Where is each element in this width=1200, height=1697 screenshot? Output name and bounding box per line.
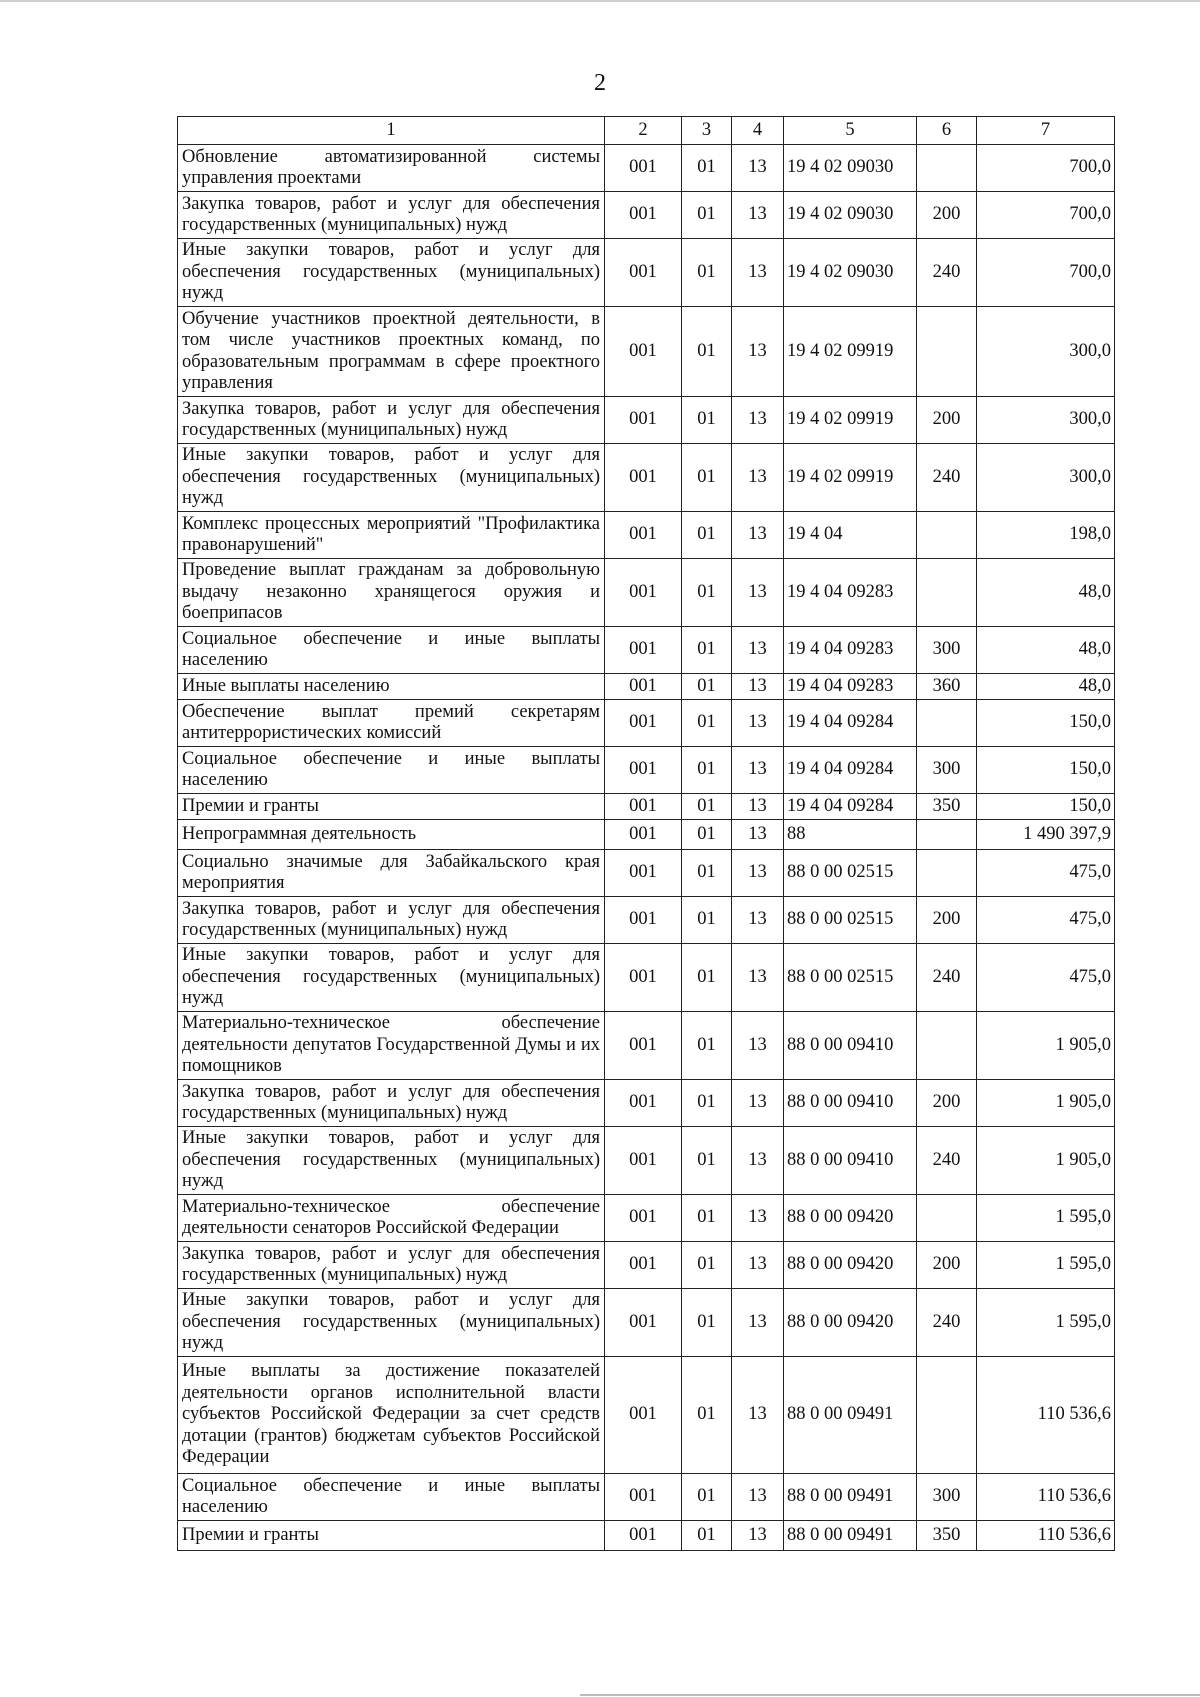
row-target-article-cell: 88 xyxy=(784,820,917,850)
row-admin-code-cell: 001 xyxy=(605,1357,682,1474)
row-expense-type-cell: 350 xyxy=(917,1521,977,1551)
row-target-article-cell: 19 4 02 09919 xyxy=(784,307,917,397)
row-subsection-code-cell: 13 xyxy=(732,559,784,627)
row-subsection-code-cell: 13 xyxy=(732,897,784,944)
row-target-article-cell: 19 4 04 09284 xyxy=(784,747,917,794)
row-expense-type-cell xyxy=(917,512,977,559)
row-target-article-cell: 88 0 00 09420 xyxy=(784,1195,917,1242)
table-row xyxy=(178,444,1115,512)
row-target-article-cell: 88 0 00 09491 xyxy=(784,1474,917,1521)
row-target-article-cell: 88 0 00 02515 xyxy=(784,944,917,1012)
row-target-article-cell: 88 0 00 09410 xyxy=(784,1127,917,1195)
row-expense-type-cell xyxy=(917,820,977,850)
table-row xyxy=(178,1474,1115,1521)
row-admin-code-cell: 001 xyxy=(605,1195,682,1242)
row-name-cell: Социально значимые для Забайкальского края мероприятия xyxy=(178,850,605,897)
row-name-cell: Закупка товаров, работ и услуг для обеспечения государственных (муниципальных) нужд xyxy=(178,897,605,944)
row-section-code-cell: 01 xyxy=(682,512,732,559)
table-row xyxy=(178,1195,1115,1242)
row-amount-cell: 110 536,6 xyxy=(977,1357,1115,1474)
row-name-cell: Иные закупки товаров, работ и услуг для обеспечения государственных (муниципальных) нужд xyxy=(178,444,605,512)
row-amount-cell: 300,0 xyxy=(977,397,1115,444)
row-admin-code-cell: 001 xyxy=(605,627,682,674)
row-subsection-code-cell: 13 xyxy=(732,1242,784,1289)
scan-top-edge xyxy=(0,0,1200,2)
row-name-cell: Обновление автоматизированной системы управления проектами xyxy=(178,145,605,192)
row-target-article-cell: 88 0 00 09420 xyxy=(784,1242,917,1289)
row-subsection-code-cell: 13 xyxy=(732,1357,784,1474)
row-expense-type-cell: 200 xyxy=(917,397,977,444)
row-admin-code-cell: 001 xyxy=(605,674,682,700)
row-expense-type-cell: 200 xyxy=(917,192,977,239)
row-expense-type-cell xyxy=(917,307,977,397)
row-amount-cell: 1 595,0 xyxy=(977,1242,1115,1289)
row-amount-cell: 300,0 xyxy=(977,444,1115,512)
row-admin-code-cell: 001 xyxy=(605,512,682,559)
row-name-cell: Обучение участников проектной деятельности, в том числе участников проектных команд, по образовательным программам в сфере проектного управления xyxy=(178,307,605,397)
row-name-cell: Иные выплаты населению xyxy=(178,674,605,700)
row-section-code-cell: 01 xyxy=(682,1289,732,1357)
row-amount-cell: 150,0 xyxy=(977,794,1115,820)
row-admin-code-cell: 001 xyxy=(605,444,682,512)
row-expense-type-cell: 240 xyxy=(917,239,977,307)
row-name-cell: Иные закупки товаров, работ и услуг для обеспечения государственных (муниципальных) нужд xyxy=(178,944,605,1012)
row-section-code-cell: 01 xyxy=(682,559,732,627)
table-row xyxy=(178,700,1115,747)
row-name-cell: Обеспечение выплат премий секретарям антитеррористических комиссий xyxy=(178,700,605,747)
row-name-cell: Премии и гранты xyxy=(178,1521,605,1551)
table-row xyxy=(178,192,1115,239)
table-row xyxy=(178,794,1115,820)
row-admin-code-cell: 001 xyxy=(605,897,682,944)
row-name-cell: Проведение выплат гражданам за добровольную выдачу незаконно хранящегося оружия и боеприпасов xyxy=(178,559,605,627)
row-section-code-cell: 01 xyxy=(682,444,732,512)
row-name-cell: Социальное обеспечение и иные выплаты населению xyxy=(178,747,605,794)
row-subsection-code-cell: 13 xyxy=(732,512,784,559)
row-expense-type-cell: 200 xyxy=(917,897,977,944)
row-amount-cell: 1 905,0 xyxy=(977,1012,1115,1080)
row-amount-cell: 1 905,0 xyxy=(977,1080,1115,1127)
row-target-article-cell: 88 0 00 09491 xyxy=(784,1521,917,1551)
table-row xyxy=(178,145,1115,192)
row-target-article-cell: 88 0 00 09410 xyxy=(784,1080,917,1127)
row-admin-code-cell: 001 xyxy=(605,559,682,627)
row-admin-code-cell: 001 xyxy=(605,192,682,239)
row-amount-cell: 110 536,6 xyxy=(977,1521,1115,1551)
row-subsection-code-cell: 13 xyxy=(732,1127,784,1195)
row-name-cell: Материально-техническое обеспечение деятельности сенаторов Российской Федерации xyxy=(178,1195,605,1242)
page-number: 2 xyxy=(594,70,606,96)
row-target-article-cell: 88 0 00 09491 xyxy=(784,1357,917,1474)
header-cell: 2 xyxy=(605,117,682,145)
table-row xyxy=(178,1521,1115,1551)
row-expense-type-cell xyxy=(917,145,977,192)
row-section-code-cell: 01 xyxy=(682,700,732,747)
row-subsection-code-cell: 13 xyxy=(732,1474,784,1521)
row-section-code-cell: 01 xyxy=(682,1474,732,1521)
row-admin-code-cell: 001 xyxy=(605,850,682,897)
row-admin-code-cell: 001 xyxy=(605,700,682,747)
row-name-cell: Иные закупки товаров, работ и услуг для обеспечения государственных (муниципальных) нужд xyxy=(178,1289,605,1357)
row-amount-cell: 150,0 xyxy=(977,700,1115,747)
row-expense-type-cell: 200 xyxy=(917,1080,977,1127)
row-section-code-cell: 01 xyxy=(682,747,732,794)
row-amount-cell: 475,0 xyxy=(977,944,1115,1012)
row-admin-code-cell: 001 xyxy=(605,1242,682,1289)
row-expense-type-cell xyxy=(917,1012,977,1080)
row-subsection-code-cell: 13 xyxy=(732,145,784,192)
row-name-cell: Закупка товаров, работ и услуг для обеспечения государственных (муниципальных) нужд xyxy=(178,1242,605,1289)
budget-table xyxy=(177,116,1115,1551)
table-row xyxy=(178,820,1115,850)
row-subsection-code-cell: 13 xyxy=(732,307,784,397)
row-section-code-cell: 01 xyxy=(682,1242,732,1289)
row-target-article-cell: 19 4 02 09919 xyxy=(784,444,917,512)
row-admin-code-cell: 001 xyxy=(605,397,682,444)
row-expense-type-cell: 240 xyxy=(917,444,977,512)
table-body xyxy=(178,145,1115,1551)
row-target-article-cell: 19 4 02 09030 xyxy=(784,145,917,192)
row-admin-code-cell: 001 xyxy=(605,794,682,820)
row-target-article-cell: 19 4 04 09284 xyxy=(784,794,917,820)
row-target-article-cell: 19 4 02 09030 xyxy=(784,239,917,307)
row-name-cell: Иные выплаты за достижение показателей деятельности органов исполнительной власти субъектов Российской Федерации за счет средств дотации (грантов) бюджетам субъектов Российской Федерации xyxy=(178,1357,605,1474)
row-amount-cell: 48,0 xyxy=(977,674,1115,700)
row-admin-code-cell: 001 xyxy=(605,1521,682,1551)
table-row xyxy=(178,674,1115,700)
table-row xyxy=(178,1357,1115,1474)
row-amount-cell: 48,0 xyxy=(977,559,1115,627)
row-name-cell: Материально-техническое обеспечение деятельности депутатов Государственной Думы и их помощников xyxy=(178,1012,605,1080)
row-expense-type-cell: 240 xyxy=(917,1127,977,1195)
header-cell: 5 xyxy=(784,117,917,145)
row-subsection-code-cell: 13 xyxy=(732,1521,784,1551)
row-subsection-code-cell: 13 xyxy=(732,444,784,512)
row-admin-code-cell: 001 xyxy=(605,239,682,307)
table-row xyxy=(178,747,1115,794)
header-cell: 6 xyxy=(917,117,977,145)
row-section-code-cell: 01 xyxy=(682,192,732,239)
row-section-code-cell: 01 xyxy=(682,1195,732,1242)
row-subsection-code-cell: 13 xyxy=(732,239,784,307)
row-admin-code-cell: 001 xyxy=(605,1474,682,1521)
row-section-code-cell: 01 xyxy=(682,850,732,897)
row-section-code-cell: 01 xyxy=(682,1012,732,1080)
row-name-cell: Иные закупки товаров, работ и услуг для обеспечения государственных (муниципальных) нужд xyxy=(178,239,605,307)
row-expense-type-cell: 200 xyxy=(917,1242,977,1289)
row-subsection-code-cell: 13 xyxy=(732,747,784,794)
row-admin-code-cell: 001 xyxy=(605,145,682,192)
row-subsection-code-cell: 13 xyxy=(732,1012,784,1080)
row-expense-type-cell xyxy=(917,850,977,897)
row-amount-cell: 1 595,0 xyxy=(977,1289,1115,1357)
row-name-cell: Непрограммная деятельность xyxy=(178,820,605,850)
table-row xyxy=(178,512,1115,559)
row-target-article-cell: 19 4 02 09030 xyxy=(784,192,917,239)
row-name-cell: Социальное обеспечение и иные выплаты населению xyxy=(178,1474,605,1521)
row-amount-cell: 110 536,6 xyxy=(977,1474,1115,1521)
row-name-cell: Иные закупки товаров, работ и услуг для обеспечения государственных (муниципальных) нужд xyxy=(178,1127,605,1195)
table-row xyxy=(178,397,1115,444)
row-admin-code-cell: 001 xyxy=(605,944,682,1012)
row-expense-type-cell xyxy=(917,700,977,747)
row-name-cell: Премии и гранты xyxy=(178,794,605,820)
table-row xyxy=(178,1242,1115,1289)
row-amount-cell: 1 595,0 xyxy=(977,1195,1115,1242)
row-target-article-cell: 19 4 04 xyxy=(784,512,917,559)
table-row xyxy=(178,850,1115,897)
row-name-cell: Закупка товаров, работ и услуг для обеспечения государственных (муниципальных) нужд xyxy=(178,192,605,239)
row-section-code-cell: 01 xyxy=(682,674,732,700)
row-section-code-cell: 01 xyxy=(682,1127,732,1195)
row-expense-type-cell xyxy=(917,559,977,627)
table-row xyxy=(178,559,1115,627)
row-admin-code-cell: 001 xyxy=(605,307,682,397)
row-amount-cell: 700,0 xyxy=(977,239,1115,307)
row-section-code-cell: 01 xyxy=(682,897,732,944)
scan-bottom-edge xyxy=(580,1694,1200,1696)
table-row xyxy=(178,1012,1115,1080)
header-cell: 7 xyxy=(977,117,1115,145)
row-section-code-cell: 01 xyxy=(682,397,732,444)
table-row xyxy=(178,944,1115,1012)
row-expense-type-cell: 350 xyxy=(917,794,977,820)
row-section-code-cell: 01 xyxy=(682,307,732,397)
row-section-code-cell: 01 xyxy=(682,239,732,307)
row-subsection-code-cell: 13 xyxy=(732,1195,784,1242)
row-name-cell: Социальное обеспечение и иные выплаты населению xyxy=(178,627,605,674)
row-subsection-code-cell: 13 xyxy=(732,850,784,897)
row-subsection-code-cell: 13 xyxy=(732,397,784,444)
row-section-code-cell: 01 xyxy=(682,1080,732,1127)
row-section-code-cell: 01 xyxy=(682,944,732,1012)
row-amount-cell: 700,0 xyxy=(977,192,1115,239)
row-subsection-code-cell: 13 xyxy=(732,700,784,747)
row-subsection-code-cell: 13 xyxy=(732,192,784,239)
row-subsection-code-cell: 13 xyxy=(732,1289,784,1357)
table-row xyxy=(178,1080,1115,1127)
row-target-article-cell: 88 0 00 02515 xyxy=(784,850,917,897)
row-admin-code-cell: 001 xyxy=(605,1080,682,1127)
header-cell: 4 xyxy=(732,117,784,145)
row-amount-cell: 475,0 xyxy=(977,850,1115,897)
row-expense-type-cell: 300 xyxy=(917,1474,977,1521)
row-name-cell: Комплекс процессных мероприятий "Профилактика правонарушений" xyxy=(178,512,605,559)
row-amount-cell: 150,0 xyxy=(977,747,1115,794)
row-amount-cell: 1 905,0 xyxy=(977,1127,1115,1195)
row-section-code-cell: 01 xyxy=(682,794,732,820)
row-target-article-cell: 88 0 00 09410 xyxy=(784,1012,917,1080)
row-target-article-cell: 19 4 04 09284 xyxy=(784,700,917,747)
row-amount-cell: 700,0 xyxy=(977,145,1115,192)
row-target-article-cell: 19 4 04 09283 xyxy=(784,674,917,700)
table-row xyxy=(178,897,1115,944)
row-expense-type-cell xyxy=(917,1195,977,1242)
row-expense-type-cell: 300 xyxy=(917,627,977,674)
row-section-code-cell: 01 xyxy=(682,1357,732,1474)
row-expense-type-cell: 360 xyxy=(917,674,977,700)
row-expense-type-cell: 300 xyxy=(917,747,977,794)
row-section-code-cell: 01 xyxy=(682,820,732,850)
row-subsection-code-cell: 13 xyxy=(732,820,784,850)
row-name-cell: Закупка товаров, работ и услуг для обеспечения государственных (муниципальных) нужд xyxy=(178,1080,605,1127)
row-target-article-cell: 88 0 00 09420 xyxy=(784,1289,917,1357)
header-cell: 3 xyxy=(682,117,732,145)
table-row xyxy=(178,1289,1115,1357)
row-subsection-code-cell: 13 xyxy=(732,674,784,700)
row-section-code-cell: 01 xyxy=(682,145,732,192)
table-row xyxy=(178,1127,1115,1195)
row-target-article-cell: 19 4 04 09283 xyxy=(784,559,917,627)
row-admin-code-cell: 001 xyxy=(605,1289,682,1357)
row-amount-cell: 300,0 xyxy=(977,307,1115,397)
row-subsection-code-cell: 13 xyxy=(732,944,784,1012)
row-expense-type-cell xyxy=(917,1357,977,1474)
row-amount-cell: 475,0 xyxy=(977,897,1115,944)
row-name-cell: Закупка товаров, работ и услуг для обеспечения государственных (муниципальных) нужд xyxy=(178,397,605,444)
row-expense-type-cell: 240 xyxy=(917,1289,977,1357)
table-row xyxy=(178,307,1115,397)
row-target-article-cell: 19 4 04 09283 xyxy=(784,627,917,674)
table-row xyxy=(178,627,1115,674)
row-subsection-code-cell: 13 xyxy=(732,1080,784,1127)
row-admin-code-cell: 001 xyxy=(605,1012,682,1080)
row-amount-cell: 48,0 xyxy=(977,627,1115,674)
row-amount-cell: 1 490 397,9 xyxy=(977,820,1115,850)
row-admin-code-cell: 001 xyxy=(605,820,682,850)
row-expense-type-cell: 240 xyxy=(917,944,977,1012)
row-target-article-cell: 19 4 02 09919 xyxy=(784,397,917,444)
row-amount-cell: 198,0 xyxy=(977,512,1115,559)
row-admin-code-cell: 001 xyxy=(605,747,682,794)
row-admin-code-cell: 001 xyxy=(605,1127,682,1195)
header-cell: 1 xyxy=(178,117,605,145)
table-row xyxy=(178,239,1115,307)
table-header-row xyxy=(178,117,1115,145)
row-section-code-cell: 01 xyxy=(682,627,732,674)
row-subsection-code-cell: 13 xyxy=(732,627,784,674)
row-subsection-code-cell: 13 xyxy=(732,794,784,820)
row-target-article-cell: 88 0 00 02515 xyxy=(784,897,917,944)
row-section-code-cell: 01 xyxy=(682,1521,732,1551)
